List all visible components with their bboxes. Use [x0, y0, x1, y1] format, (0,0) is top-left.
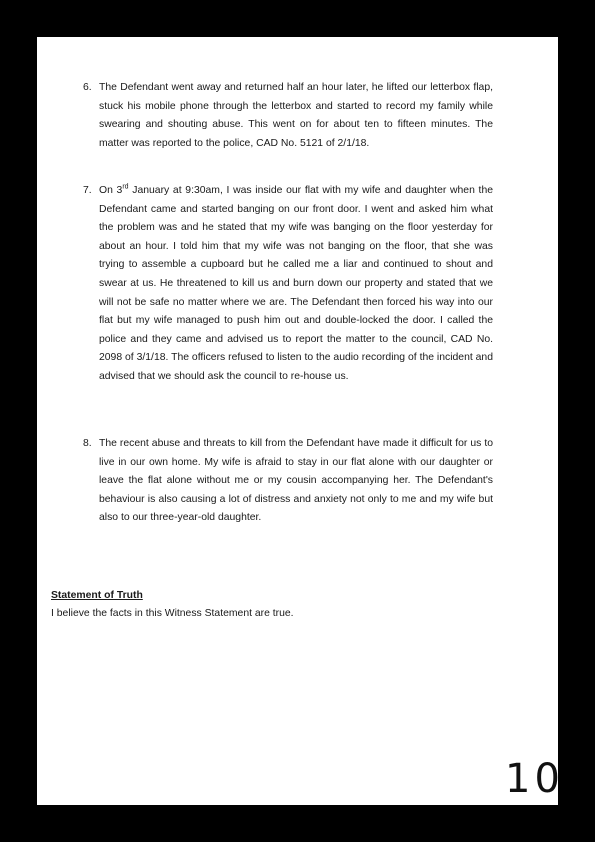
ordinal-suffix: rd: [122, 183, 129, 191]
statement-of-truth-heading: Statement of Truth: [51, 590, 143, 601]
paragraph-text: The recent abuse and threats to kill from the Defendant have made it difficult for us to live in our own home. My wife is afraid to stay in our flat alone with our daughter or leave the flat alone without me or my cousin accompanying her. The Defendant's behaviour is also causing a lot of distress and anxiety not only to me and my wife but also to our three-year-old daughter.: [99, 438, 493, 524]
paragraph-text-start: On 3: [99, 185, 123, 196]
paragraph-text: The Defendant went away and returned half an hour later, he lifted our letterbox flap, stuck his mobile phone through the letterbox and started to record my family while swearing and shouting abuse. This went on for about ten to fifteen minutes. The matter was reported to the police, CAD No. 5121 of 2/1/18.: [99, 82, 493, 149]
paragraph-number: 7.: [83, 185, 92, 196]
paragraph-8: [83, 435, 493, 528]
document-page: [37, 37, 564, 805]
statement-of-truth-text: I believe the facts in this Witness Statement are true.: [51, 608, 294, 619]
handwritten-page-number: 10: [505, 756, 564, 802]
paragraph-7: [83, 182, 493, 387]
paragraph-number: 6.: [83, 82, 92, 93]
paragraph-number: 8.: [83, 438, 92, 449]
paragraph-6: [83, 79, 493, 153]
paragraph-text-rest: January at 9:30am, I was inside our flat with my wife and daughter when the Defendant came and started banging on our front door. I went and asked him what the problem was and he stated that my wife was banging on the floor yesterday for about an hour. I told him that my wife was not banging on the floor, that she was trying to assemble a cupboard but he called me a liar and continued to shout and swear at us. He threatened to kill us and burn down our property and stated that we will not be safe no matter where we are. The Defendant then forced his way into our flat but my wife managed to push him out and double-locked the door. I called the police and they came and advised us to report the matter to the council, CAD No. 2098 of 3/1/18. The officers refused to listen to the audio recording of the incident and advised that we should ask the council to re-house us.: [99, 185, 493, 382]
